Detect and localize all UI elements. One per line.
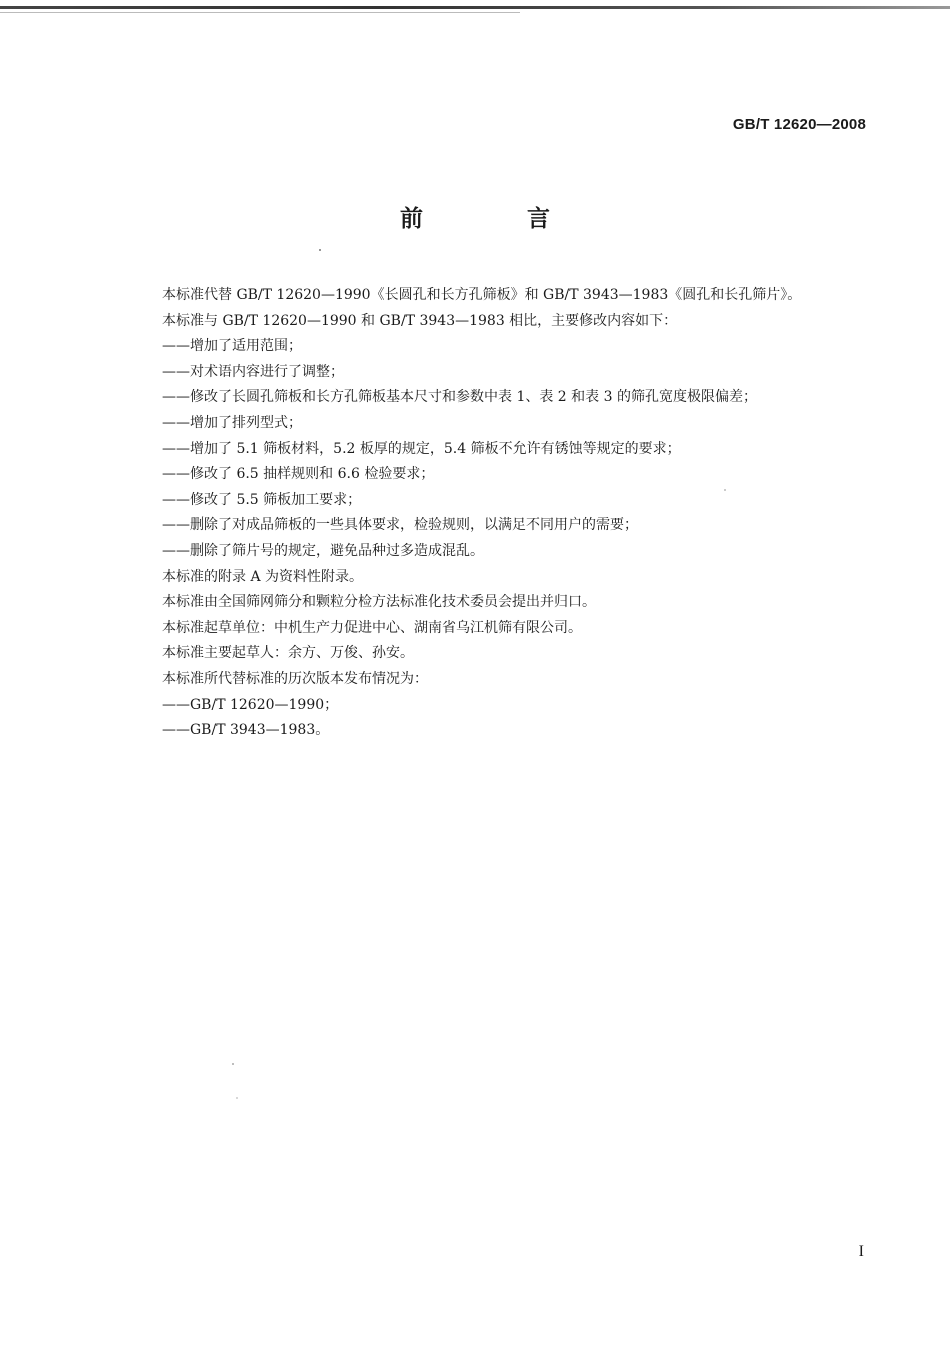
paragraph: 本标准主要起草人：余方、万俊、孙安。 — [162, 645, 414, 662]
list-item: ——修改了 5.5 筛板加工要求； — [162, 491, 362, 508]
list-item: ——修改了 6.5 抽样规则和 6.6 检验要求； — [162, 466, 435, 483]
scan-edge-line — [0, 6, 950, 9]
list-item: ——修改了长圆孔筛板和长方孔筛板基本尺寸和参数中表 1、表 2 和表 3 的筛孔宽度极限偏差； — [162, 389, 757, 406]
paragraph: 本标准与 GB/T 12620—1990 和 GB/T 3943—1983 相比，主要修改内容如下： — [162, 312, 678, 329]
paragraph: 本标准由全国筛网筛分和颗粒分检方法标准化技术委员会提出并归口。 — [162, 594, 596, 611]
paragraph: 本标准代替 GB/T 12620—1990《长圆孔和长方孔筛板》和 GB/T 3943—1983《圆孔和长孔筛片》。 — [162, 287, 802, 303]
paragraph: 本标准起草单位：中机生产力促进中心、湖南省乌江机筛有限公司。 — [162, 619, 582, 636]
list-item: ——增加了 5.1 筛板材料，5.2 板厚的规定，5.4 筛板不允许有锈蚀等规定的要求； — [162, 440, 681, 457]
scan-speck — [319, 249, 321, 251]
foreword-body — [162, 283, 882, 744]
paragraph: 本标准所代替标准的历次版本发布情况为： — [162, 670, 428, 687]
scan-edge-line-secondary — [0, 12, 520, 13]
list-item: ——删除了对成品筛板的一些具体要求，检验规则，以满足不同用户的需要； — [162, 517, 638, 534]
page-number: I — [858, 1243, 864, 1260]
scan-speck — [236, 1097, 238, 1099]
page-title: 前 言 — [399, 206, 598, 232]
standard-code: GB/T 12620—2008 — [732, 116, 866, 133]
paragraph: 本标准的附录 A 为资料性附录。 — [162, 568, 364, 585]
list-item: ——增加了排列型式； — [162, 414, 302, 431]
list-item: ——增加了适用范围； — [162, 338, 302, 355]
list-item: ——对术语内容进行了调整； — [162, 363, 344, 380]
list-item: ——删除了筛片号的规定，避免品种过多造成混乱。 — [162, 542, 484, 559]
list-item: ——GB/T 12620—1990； — [162, 696, 339, 713]
scan-speck — [232, 1063, 234, 1065]
list-item: ——GB/T 3943—1983。 — [162, 722, 330, 739]
